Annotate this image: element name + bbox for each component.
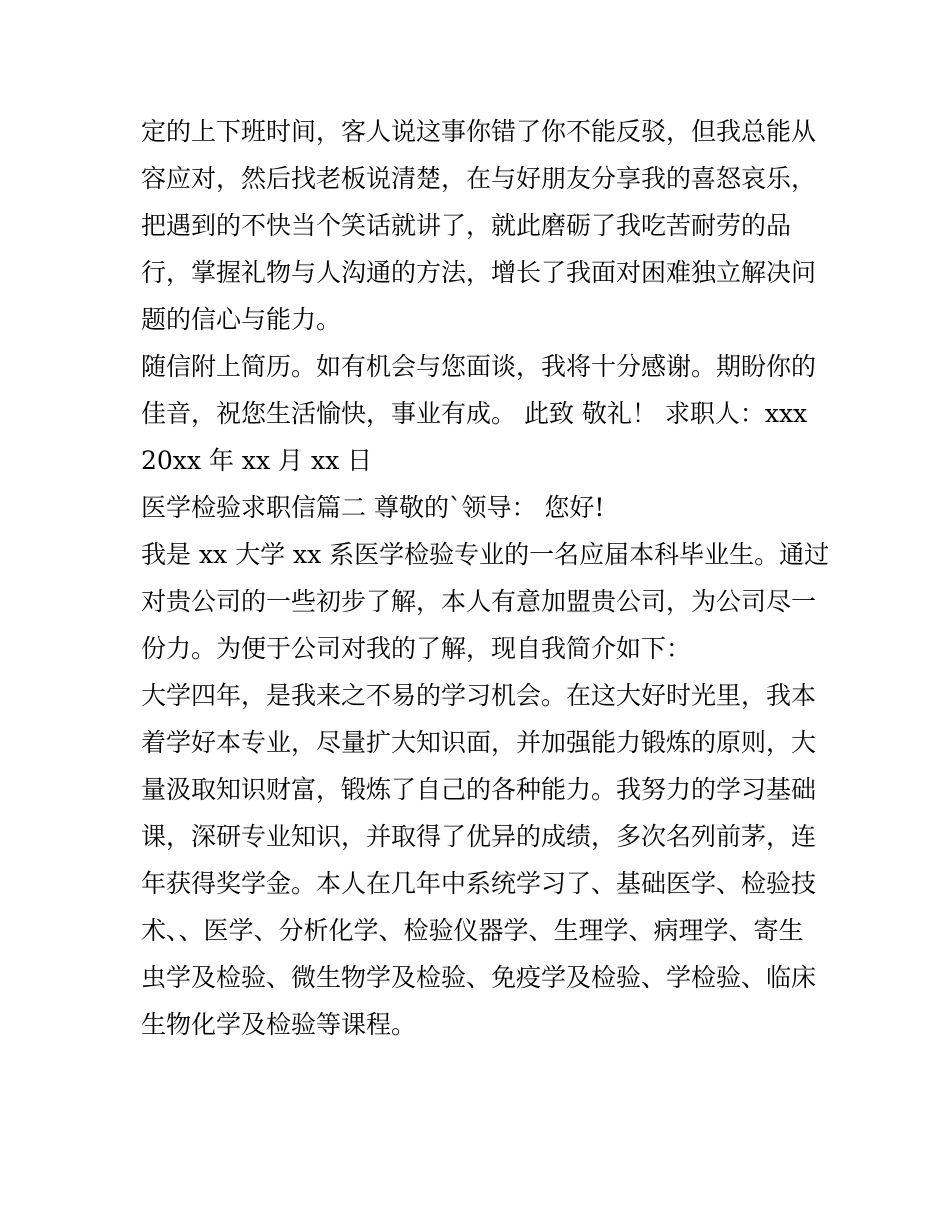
text-line: 年获得奖学金。本人在几年中系统学习了、基础医学、检验技 [141, 869, 817, 898]
text-line: 量汲取知识财富，锻炼了自己的各种能力。我努力的学习基础 [141, 775, 817, 804]
text-line: 行，掌握礼物与人沟通的方法，增长了我面对困难独立解决问 [141, 258, 817, 287]
text-line: 课，深研专业知识，并取得了优异的成绩，多次名列前茅，连 [141, 822, 817, 851]
text-line: 对贵公司的一些初步了解，本人有意加盟贵公司，为公司尽一 [141, 587, 817, 616]
text-line: 大学四年，是我来之不易的学习机会。在这大好时光里，我本 [141, 681, 817, 710]
text-line: 医学检验求职信篇二 尊敬的`领导： 您好! [141, 493, 605, 522]
text-line: 题的信心与能力。 [141, 305, 342, 334]
text-line: 术、、医学、分析化学、检验仪器学、生理学、病理学、寄生 [141, 916, 804, 945]
text-line: 份力。为便于公司对我的了解，现自我简介如下： [141, 634, 692, 663]
text-line: 佳音，祝您生活愉快，事业有成。 此致 敬礼！ 求职人：xxx [141, 399, 808, 428]
text-line: 我是 xx 大学 xx 系医学检验专业的一名应届本科毕业生。通过 [141, 540, 830, 569]
text-line: 容应对，然后找老板说清楚，在与好朋友分享我的喜怒哀乐， [141, 164, 817, 193]
document-body [141, 108, 830, 1048]
text-line: 虫学及检验、微生物学及检验、免疫学及检验、学检验、临床 [141, 963, 817, 992]
text-line: 生物化学及检验等课程。 [141, 1010, 417, 1039]
text-line: 把遇到的不快当个笑话就讲了，就此磨砺了我吃苦耐劳的品 [141, 211, 792, 240]
text-line: 着学好本专业，尽量扩大知识面，并加强能力锻炼的原则，大 [141, 728, 817, 757]
text-line: 定的上下班时间，客人说这事你错了你不能反驳，但我总能从 [141, 117, 817, 146]
text-line: 随信附上简历。如有机会与您面谈，我将十分感谢。期盼你的 [141, 352, 817, 381]
text-line: 20xx 年 xx 月 xx 日 [141, 446, 373, 475]
